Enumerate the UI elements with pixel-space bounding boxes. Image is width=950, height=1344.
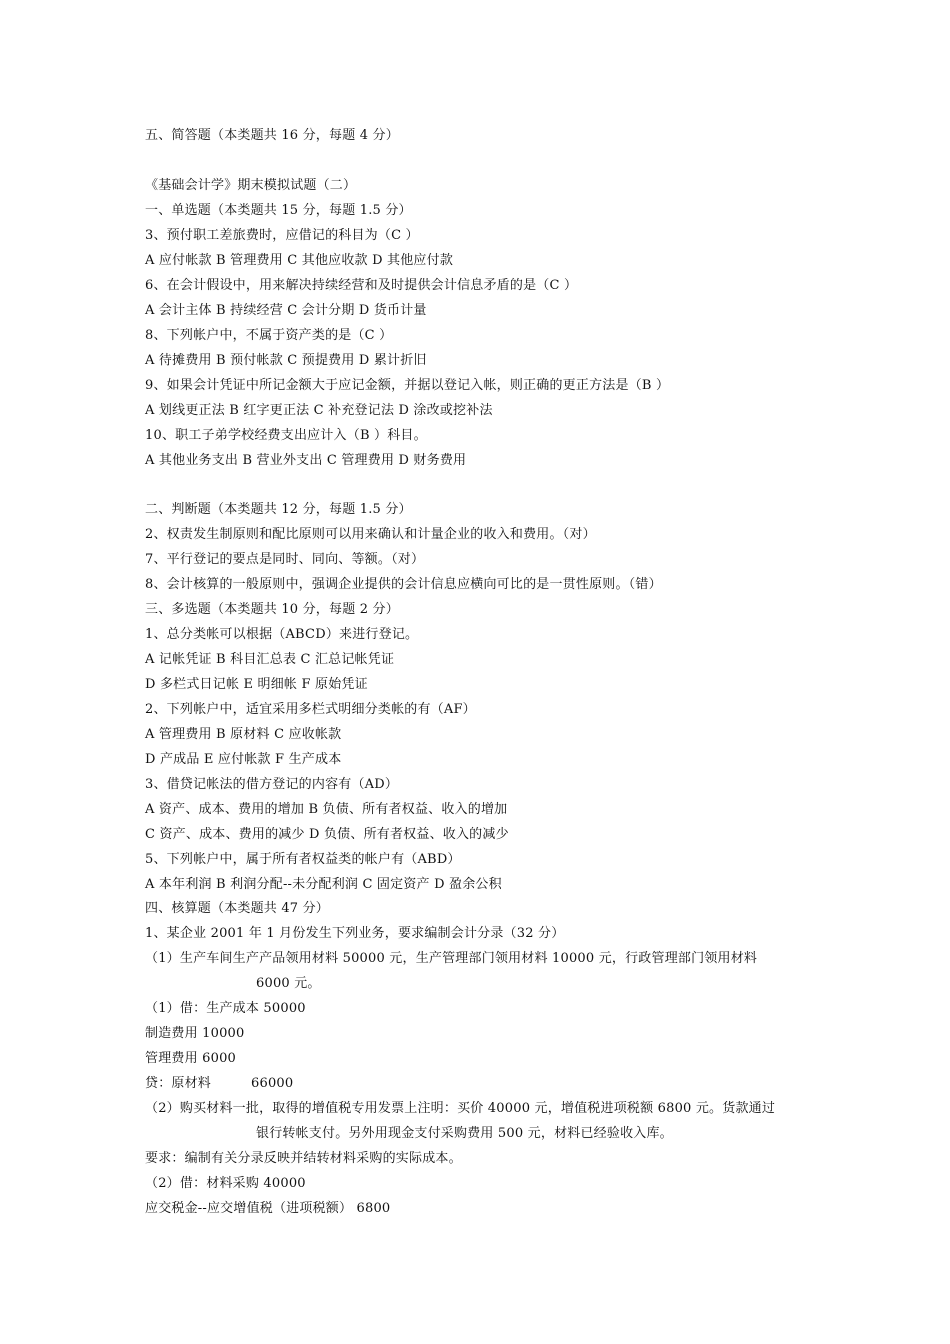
question-3-3-options-a: A 资产、成本、费用的增加 B 负债、所有者权益、收入的增加 <box>145 802 508 817</box>
question-3-2: 2、下列帐户中，适宜采用多栏式明细分类帐的有（AF） <box>145 702 476 717</box>
section-3-title: 三、多选题（本类题共 10 分，每题 2 分） <box>145 602 399 617</box>
question-1-8-options: A 待摊费用 B 预付帐款 C 预提费用 D 累计折旧 <box>145 353 427 368</box>
question-1-10-options: A 其他业务支出 B 营业外支出 C 管理费用 D 财务费用 <box>145 453 467 468</box>
question-2-2: 2、权责发生制原则和配比原则可以用来确认和计量企业的收入和费用。（对） <box>145 527 596 542</box>
answer-2-line-2: 应交税金--应交增值税（进项税额） 6800 <box>145 1201 391 1216</box>
question-4-1-item-2-line-1: （2）购买材料一批，取得的增值税专用发票上注明：买价 40000 元，增值税进项税额 6800 元。货款通过 <box>145 1101 776 1116</box>
question-4-1-item-2-requirement: 要求：编制有关分录反映并结转材料采购的实际成本。 <box>145 1151 462 1166</box>
answer-2-line-1: （2）借：材料采购 40000 <box>145 1176 306 1191</box>
exam-title: 《基础会计学》期末模拟试题（二） <box>145 178 357 193</box>
answer-1-line-4 <box>145 1075 293 1093</box>
question-1-9-options: A 划线更正法 B 红字更正法 C 补充登记法 D 涂改或挖补法 <box>145 403 493 418</box>
answer-1-line-1: （1）借：生产成本 50000 <box>145 1001 306 1016</box>
answer-1-line-3: 管理费用 6000 <box>145 1051 237 1066</box>
question-1-3: 3、预付职工差旅费时，应借记的科目为（C ） <box>145 228 419 243</box>
question-3-2-options-a: A 管理费用 B 原材料 C 应收帐款 <box>145 727 342 742</box>
section-4-title: 四、核算题（本类题共 47 分） <box>145 901 330 916</box>
question-4-1-item-1-line-1: （1）生产车间生产产品领用材料 50000 元，生产管理部门领用材料 10000 元，行政管理部门领用材料 <box>145 951 758 966</box>
question-1-3-options: A 应付帐款 B 管理费用 C 其他应收款 D 其他应付款 <box>145 253 454 268</box>
answer-1-line-2: 制造费用 10000 <box>145 1026 245 1041</box>
question-2-8: 8、会计核算的一般原则中，强调企业提供的会计信息应横向可比的是一贯性原则。（错） <box>145 577 662 592</box>
question-3-1-options-b: D 多栏式日记帐 E 明细帐 F 原始凭证 <box>145 677 368 692</box>
question-3-1-options-a: A 记帐凭证 B 科目汇总表 C 汇总记帐凭证 <box>145 652 395 667</box>
answer-1-credit-label: 贷：原材料 <box>145 1076 212 1091</box>
question-3-2-options-b: D 产成品 E 应付帐款 F 生产成本 <box>145 752 342 767</box>
question-4-1-item-1-line-2: 6000 元。 <box>256 976 321 991</box>
answer-1-credit-value: 66000 <box>251 1076 294 1091</box>
section-5-title: 五、简答题（本类题共 16 分，每题 4 分） <box>145 128 399 143</box>
question-3-3-options-b: C 资产、成本、费用的减少 D 负债、所有者权益、收入的减少 <box>145 827 509 842</box>
question-1-6-options: A 会计主体 B 持续经营 C 会计分期 D 货币计量 <box>145 303 427 318</box>
section-1-title: 一、单选题（本类题共 15 分，每题 1.5 分） <box>145 203 412 218</box>
question-1-6: 6、在会计假设中，用来解决持续经营和及时提供会计信息矛盾的是（C ） <box>145 278 578 293</box>
section-2-title: 二、判断题（本类题共 12 分，每题 1.5 分） <box>145 502 412 517</box>
question-1-8: 8、下列帐户中，不属于资产类的是（C ） <box>145 328 393 343</box>
question-3-5-options: A 本年利润 B 利润分配--未分配利润 C 固定资产 D 盈余公积 <box>145 877 502 892</box>
question-1-10: 10、职工子弟学校经费支出应计入（B ）科目。 <box>145 428 427 443</box>
question-4-1-item-2-line-2: 银行转帐支付。另外用现金支付采购费用 500 元，材料已经验收入库。 <box>256 1126 673 1141</box>
question-3-5: 5、下列帐户中，属于所有者权益类的帐户有（ABD） <box>145 852 461 867</box>
question-4-1: 1、某企业 2001 年 1 月份发生下列业务，要求编制会计分录（32 分） <box>145 926 565 941</box>
question-2-7: 7、平行登记的要点是同时、同向、等额。（对） <box>145 552 425 567</box>
question-1-9: 9、如果会计凭证中所记金额大于应记金额，并据以登记入帐，则正确的更正方法是（B ） <box>145 378 670 393</box>
question-3-3: 3、借贷记帐法的借方登记的内容有（AD） <box>145 777 399 792</box>
question-3-1: 1、总分类帐可以根据（ABCD）来进行登记。 <box>145 627 419 642</box>
